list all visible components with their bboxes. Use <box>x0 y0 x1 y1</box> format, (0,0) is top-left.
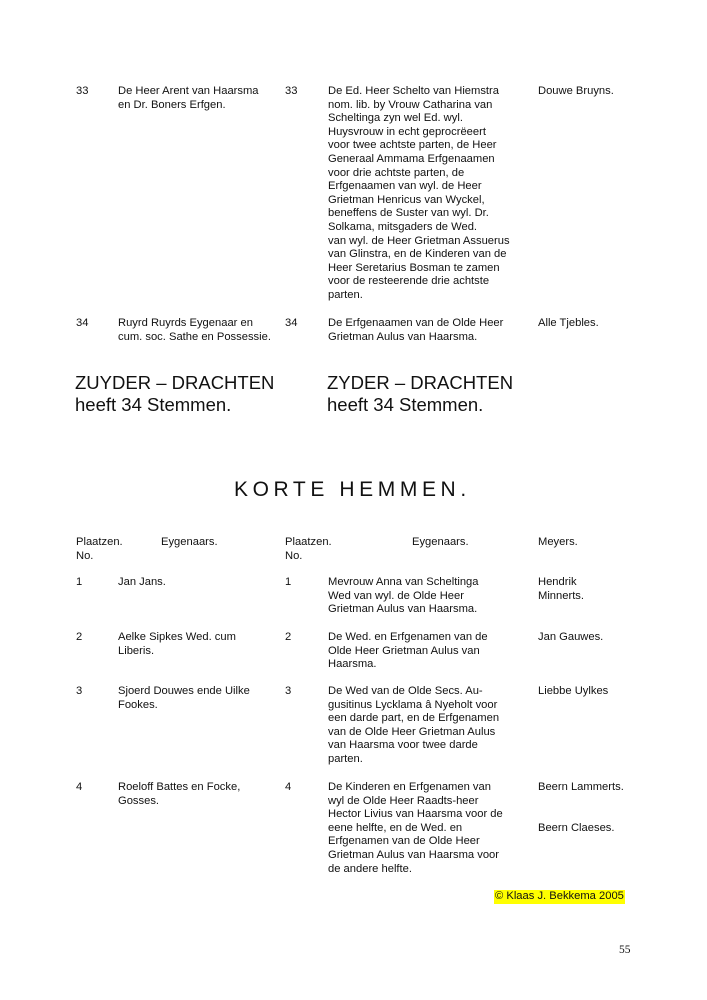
entry-owner: Jan Jans. <box>118 576 166 588</box>
page-number: 55 <box>619 944 631 956</box>
entry-no-left: 4 <box>76 781 83 793</box>
entry-no-right: 4 <box>285 781 292 793</box>
header-eygenaars-left: Eygenaars. <box>161 536 218 548</box>
top-entry-no: 34 <box>285 317 298 329</box>
top-entry-tenant: Alle Tjebles. <box>538 317 599 329</box>
header-plaatzen-right: Plaatzen. No. <box>285 536 332 562</box>
entry-heirs: De Wed. en Erfgenamen van de Olde Heer Grietman Aulus van Haarsma. <box>328 631 488 671</box>
entry-owner: Roeloff Battes en Focke, Gosses. <box>118 781 241 807</box>
entry-no-left: 3 <box>76 685 83 697</box>
entry-no-left: 1 <box>76 576 83 588</box>
top-entry-no: 33 <box>76 85 89 97</box>
entry-no-right: 3 <box>285 685 292 697</box>
entry-heirs: De Wed van de Olde Secs. Au- gusitinus Lycklama â Nyeholt voor een darde part, en de Erfgenamen van de Olde Heer Grietman Aulus van Haarsma voor twee darde parten. <box>328 685 500 765</box>
summary-right: ZYDER – DRACHTEN heeft 34 Stemmen. <box>327 372 514 415</box>
copyright-notice: © Klaas J. Bekkema 2005 <box>495 890 624 902</box>
top-entry-no: 33 <box>285 85 298 97</box>
entry-tenant: Liebbe Uylkes <box>538 685 609 697</box>
top-entry-tenant: Douwe Bruyns. <box>538 85 614 97</box>
header-plaatzen-left: Plaatzen. No. <box>76 536 123 562</box>
top-entry-owner: De Heer Arent van Haarsma en Dr. Boners Erfgen. <box>118 85 259 111</box>
top-entry-owner: Ruyrd Ruyrds Eygenaar en cum. soc. Sathe en Possessie. <box>118 317 271 343</box>
entry-tenant: Jan Gauwes. <box>538 631 604 643</box>
entry-heirs: De Kinderen en Erfgenamen van wyl de Olde Heer Raadts-heer Hector Livius van Haarsma voor de eene helfte, en de Wed. en Erfgenamen van de Olde Heer Grietman Aulus van Haarsma voor de andere helfte. <box>328 781 503 875</box>
entry-tenant: Beern Lammerts. <box>538 781 624 793</box>
entry-tenant: Hendrik Minnerts. <box>538 576 585 602</box>
header-meyers: Meyers. <box>538 536 578 548</box>
entry-tenant-second: Beern Claeses. <box>538 822 615 834</box>
top-entry-heirs: De Ed. Heer Schelto van Hiemstra nom. lib. by Vrouw Catharina van Scheltinga zyn wel Ed. wyl. Huysvrouw in echt geprocrëeert voor twee achtste parten, de Heer Generaal Ammama Erfgenaamen voor drie achtste parten, de Erfgenaamen van wyl. de Heer Grietman Henricus van Wyckel, beneffens de Suster van wyl. Dr. Solkama, mitsgaders de Wed. van wyl. de Heer Grietman Assuerus van Glinstra, en de Kinderen van de Heer Seretarius Bosman te zamen voor de resteerende drie achtste parten. <box>328 85 510 301</box>
header-eygenaars-right: Eygenaars. <box>412 536 469 548</box>
section-title: KORTE HEMMEN. <box>234 478 471 501</box>
entry-no-right: 1 <box>285 576 292 588</box>
entry-heirs: Mevrouw Anna van Scheltinga Wed van wyl. de Olde Heer Grietman Aulus van Haarsma. <box>328 576 479 616</box>
entry-no-left: 2 <box>76 631 83 643</box>
top-entry-no: 34 <box>76 317 89 329</box>
summary-left: ZUYDER – DRACHTEN heeft 34 Stemmen. <box>75 372 275 415</box>
entry-owner: Sjoerd Douwes ende Uilke Fookes. <box>118 685 250 711</box>
top-entry-heirs: De Erfgenaamen van de Olde Heer Grietman Aulus van Haarsma. <box>328 317 504 343</box>
entry-no-right: 2 <box>285 631 292 643</box>
entry-owner: Aelke Sipkes Wed. cum Liberis. <box>118 631 236 657</box>
